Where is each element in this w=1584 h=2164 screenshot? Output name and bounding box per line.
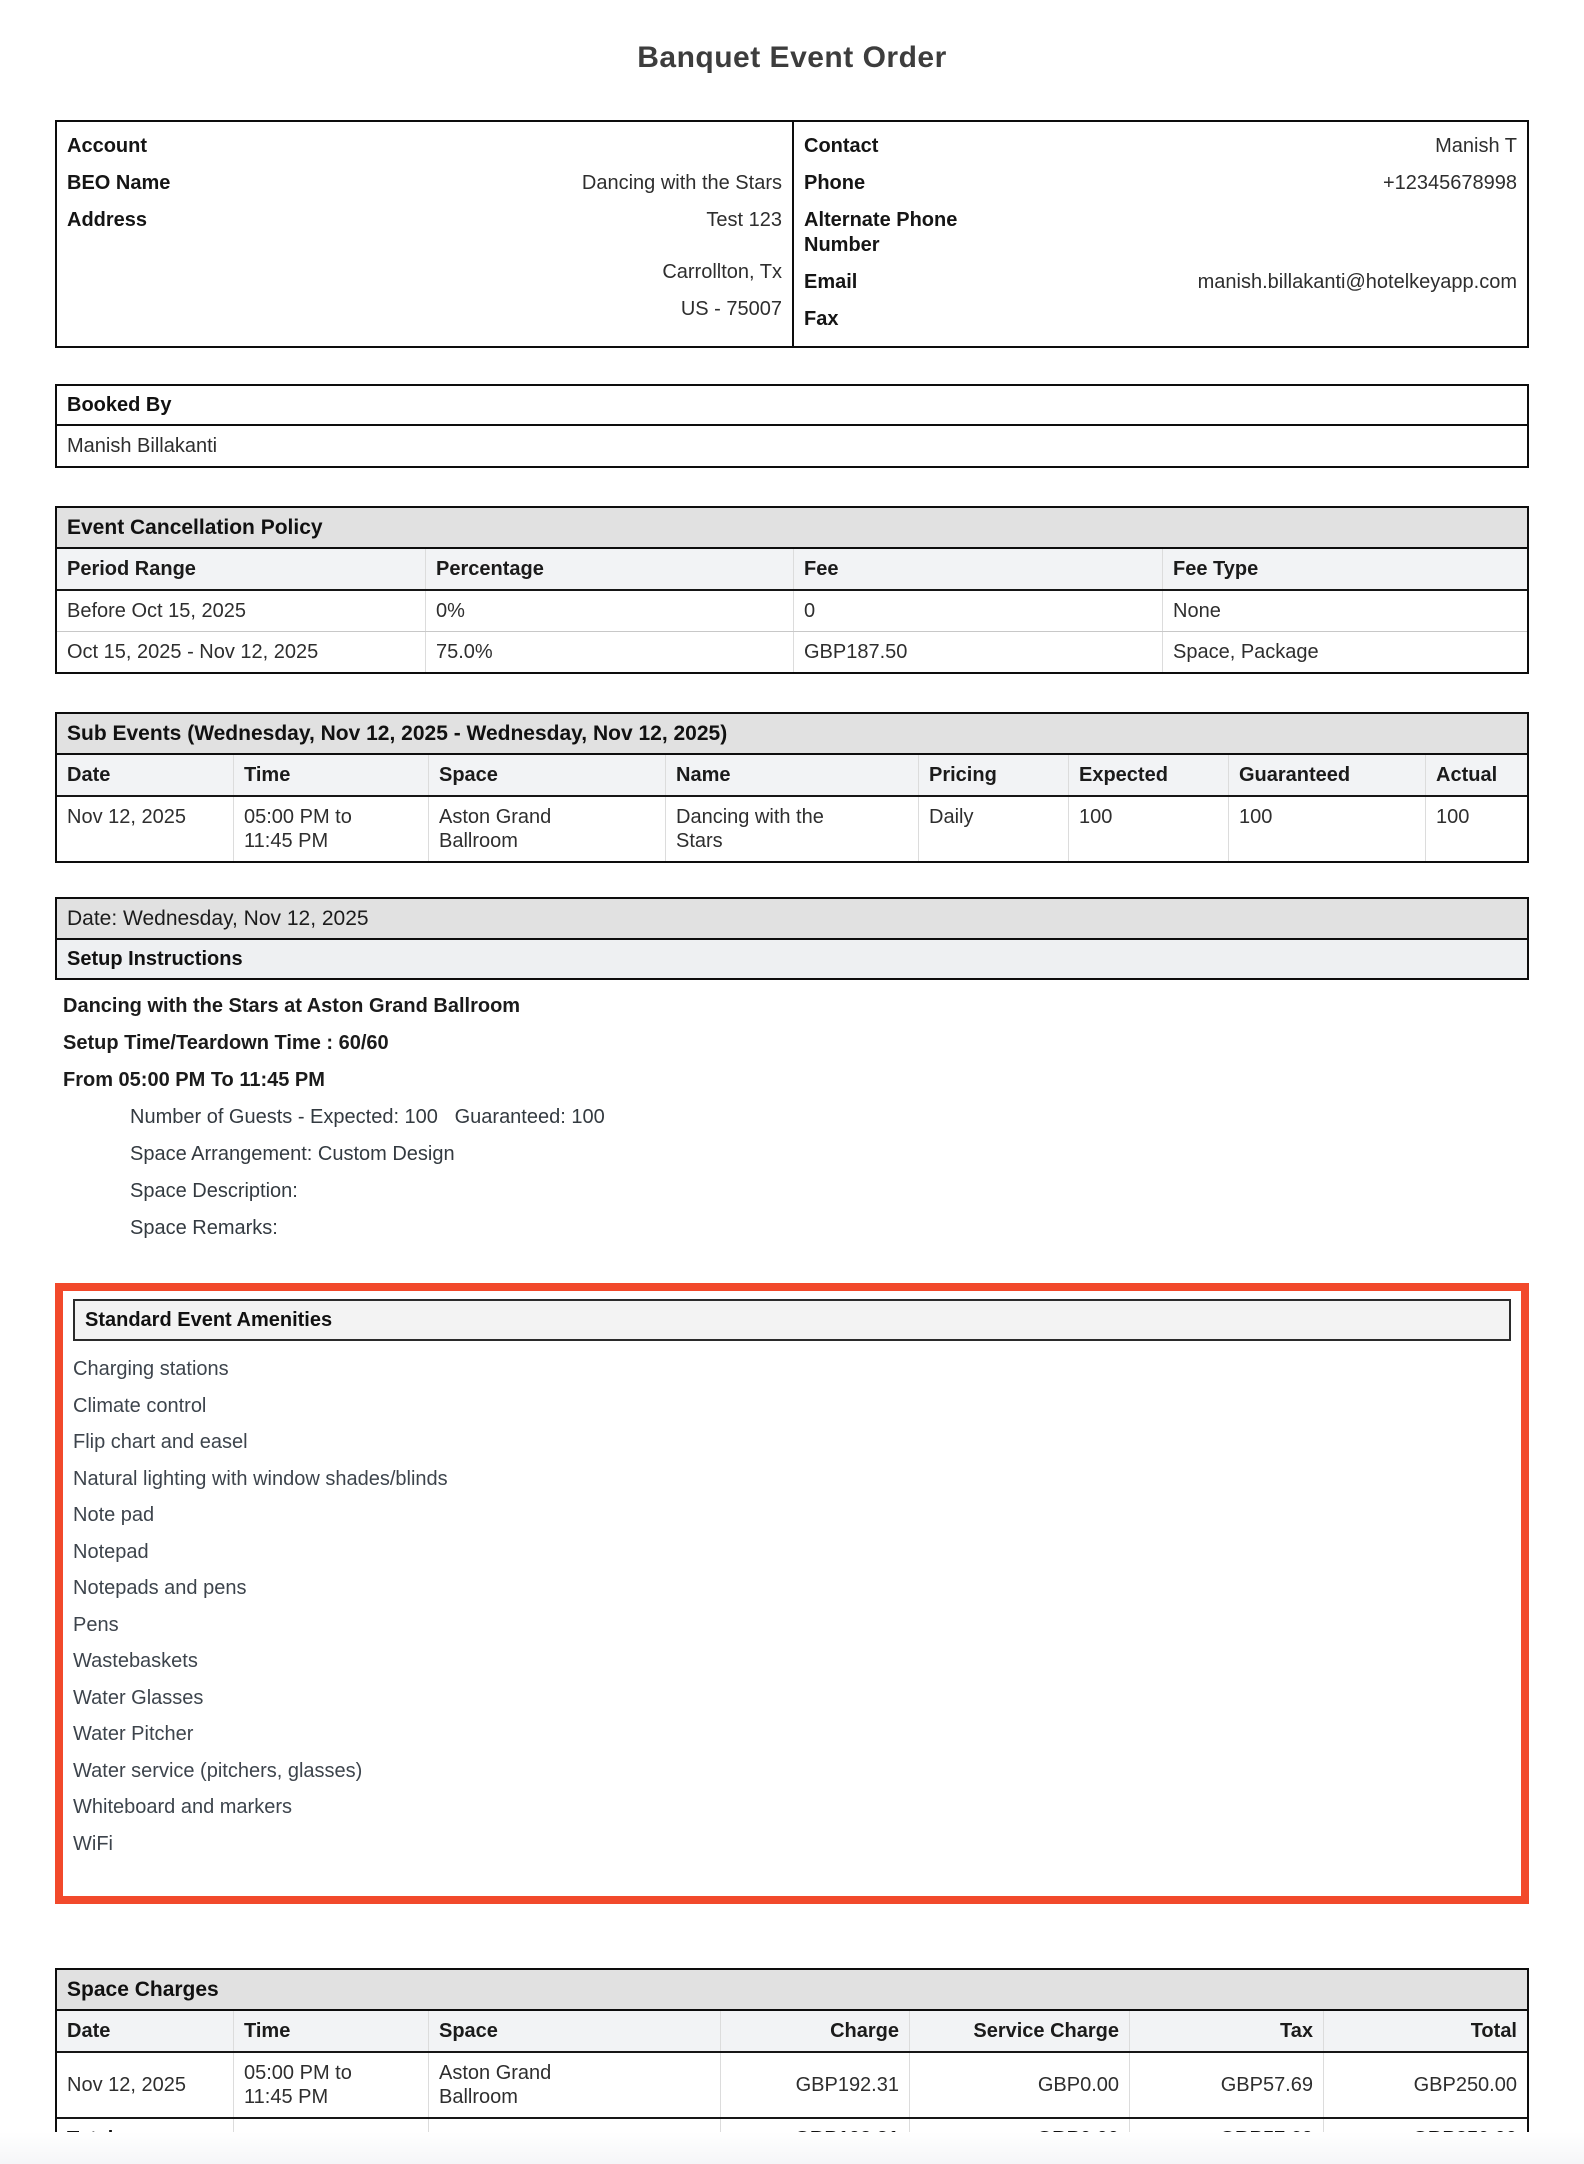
email-row: [804, 264, 1517, 301]
space-remarks-detail: Space Remarks:: [130, 1217, 278, 1239]
list-item: Pens: [73, 1613, 119, 1636]
setup-instructions-header: Setup Instructions: [57, 938, 1527, 978]
column-header: Date: [57, 2011, 234, 2051]
address-row: [67, 202, 782, 254]
amenities-list: [73, 1341, 1511, 1862]
list-item: Notepads and pens: [73, 1577, 247, 1599]
column-header: Actual: [1436, 764, 1498, 786]
amenities-highlight-box: [55, 1283, 1529, 1904]
contact-value: Manish T: [1435, 135, 1517, 157]
address-city-row: [67, 254, 782, 291]
list-item: Wastebaskets: [73, 1650, 198, 1672]
column-header: Date: [57, 755, 234, 795]
setup-section-header-box: [55, 897, 1529, 980]
time-cell: 05:00 PM to 11:45 PM: [234, 797, 429, 861]
alt-phone-label: Alternate Phone Number: [804, 209, 958, 256]
account-contact-table: [55, 120, 1529, 348]
contact-row: [804, 128, 1517, 165]
address-zip-row: [67, 291, 782, 328]
sub-events-column-headers: [57, 755, 1527, 797]
booked-by-table: [55, 384, 1529, 468]
alt-phone-row: [804, 202, 1517, 264]
account-column: [57, 122, 792, 346]
beo-name-row: [67, 165, 782, 202]
fee-type-cell: None: [1173, 600, 1221, 622]
phone-label: Phone: [804, 172, 866, 194]
address-label: Address: [67, 209, 148, 231]
address-line3: US - 75007: [680, 298, 782, 320]
list-item: Water Glasses: [73, 1686, 204, 1709]
booked-by-header: Booked By: [57, 386, 1527, 426]
space-description-detail: Space Description:: [130, 1180, 298, 1202]
fee-type-cell: Space, Package: [1173, 641, 1319, 663]
cancellation-policy-header: Event Cancellation Policy: [57, 508, 1527, 549]
tax-cell: GBP57.69: [1130, 2053, 1324, 2117]
column-header: Charge: [721, 2011, 910, 2051]
fee-cell: GBP187.50: [794, 632, 1163, 672]
column-header: Pricing: [919, 755, 1069, 795]
column-header: Guaranteed: [1229, 755, 1426, 795]
list-item: Note pad: [73, 1504, 155, 1526]
column-header: Percentage: [426, 549, 794, 589]
list-item: Water service (pitchers, glasses): [73, 1759, 363, 1782]
column-header: Total: [1470, 2020, 1517, 2042]
column-header: Time: [234, 2011, 429, 2051]
date-cell: Nov 12, 2025: [57, 2053, 234, 2117]
contact-column: [792, 122, 1527, 346]
account-row: [67, 128, 782, 165]
column-header: Space: [429, 2011, 721, 2051]
table-row: [57, 631, 1527, 672]
page-footer-band: [0, 2132, 1584, 2164]
date-band: Date: Wednesday, Nov 12, 2025: [57, 899, 1527, 938]
page-title: Banquet Event Order: [637, 41, 947, 74]
list-item: Flip chart and easel: [73, 1431, 248, 1453]
period-range-cell: Oct 15, 2025 - Nov 12, 2025: [57, 632, 426, 672]
column-header: Expected: [1069, 755, 1229, 795]
expected-cell: 100: [1069, 797, 1229, 861]
fax-label: Fax: [804, 308, 839, 330]
column-header: Tax: [1130, 2011, 1324, 2051]
name-cell: Dancing with the Stars: [666, 797, 919, 861]
column-header: Space: [429, 755, 666, 795]
list-item: Whiteboard and markers: [73, 1796, 292, 1818]
phone-row: [804, 165, 1517, 202]
guests-detail: Number of Guests - Expected: 100 Guaranteed: 100: [130, 1106, 605, 1128]
actual-cell: 100: [1436, 806, 1470, 828]
table-row: [57, 2053, 1527, 2117]
list-item: Notepad: [73, 1540, 149, 1563]
service-charge-cell: GBP0.00: [910, 2053, 1130, 2117]
amenities-header: Standard Event Amenities: [73, 1299, 1511, 1341]
setup-time-line: Setup Time/Teardown Time : 60/60: [63, 1032, 389, 1054]
space-arrangement-detail: Space Arrangement: Custom Design: [130, 1143, 455, 1165]
time-cell: 05:00 PM to 11:45 PM: [234, 2053, 429, 2117]
address-line1: Test 123: [706, 209, 782, 231]
fee-cell: 0: [794, 591, 1163, 631]
list-item: WiFi: [73, 1832, 113, 1855]
space-charges-column-headers: [57, 2011, 1527, 2053]
total-cell: GBP250.00: [1413, 2074, 1517, 2096]
column-header: Service Charge: [910, 2011, 1130, 2051]
list-item: Natural lighting with window shades/blinds: [73, 1467, 448, 1490]
column-header: Fee: [794, 549, 1163, 589]
setup-event-line: Dancing with the Stars at Aston Grand Ballroom: [63, 995, 521, 1017]
pricing-cell: Daily: [919, 797, 1069, 861]
column-header: Name: [666, 755, 919, 795]
account-label: Account: [67, 135, 147, 157]
sub-events-header: Sub Events (Wednesday, Nov 12, 2025 - Wednesday, Nov 12, 2025): [57, 714, 1527, 755]
space-charges-header: Space Charges: [57, 1970, 1527, 2011]
table-row: [57, 797, 1527, 861]
list-item: Water Pitcher: [73, 1723, 194, 1745]
column-header: Time: [234, 755, 429, 795]
date-cell: Nov 12, 2025: [57, 797, 234, 861]
percentage-cell: 75.0%: [426, 632, 794, 672]
setup-fromto-line: From 05:00 PM To 11:45 PM: [63, 1069, 325, 1091]
beo-name-label: BEO Name: [67, 172, 171, 194]
column-header: Fee Type: [1173, 558, 1259, 580]
email-value: manish.billakanti@hotelkeyapp.com: [1197, 271, 1517, 293]
charge-cell: GBP192.31: [721, 2053, 910, 2117]
list-item: Charging stations: [73, 1358, 229, 1380]
booked-by-value: Manish Billakanti: [67, 435, 218, 457]
space-cell: Aston Grand Ballroom: [429, 797, 666, 861]
guaranteed-cell: 100: [1229, 797, 1426, 861]
column-header: Period Range: [57, 549, 426, 589]
table-row: [57, 591, 1527, 631]
space-cell: Aston Grand Ballroom: [429, 2053, 721, 2117]
address-line2: Carrollton, Tx: [662, 261, 782, 283]
beo-name-value: Dancing with the Stars: [581, 172, 782, 194]
percentage-cell: 0%: [426, 591, 794, 631]
contact-label: Contact: [804, 135, 879, 157]
cancellation-column-headers: [57, 549, 1527, 591]
sub-events-table: [55, 712, 1529, 863]
phone-value: +12345678998: [1382, 172, 1517, 194]
fax-row: [804, 301, 1517, 338]
email-label: Email: [804, 271, 858, 293]
setup-instructions-body: [55, 980, 1529, 1255]
cancellation-policy-table: [55, 506, 1529, 674]
list-item: Climate control: [73, 1394, 207, 1417]
period-range-cell: Before Oct 15, 2025: [57, 591, 426, 631]
